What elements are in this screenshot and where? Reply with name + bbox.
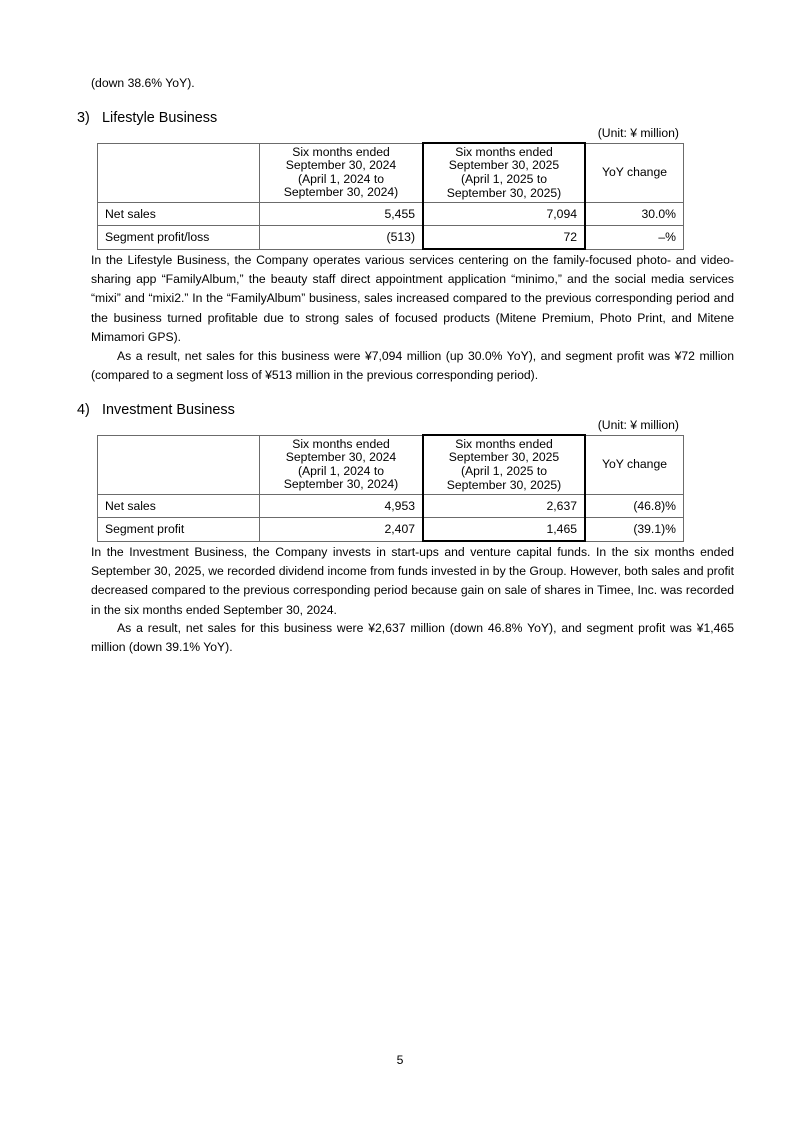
cell-prev: 4,953 xyxy=(260,495,424,518)
header-curr-period: Six months ended September 30, 2025 (April 1, 2025 to September 30, 2025) xyxy=(423,143,585,203)
header-empty-cell xyxy=(98,143,260,203)
investment-paragraph-1: In the Investment Business, the Company invests in start-ups and venture capital funds. In the six months ended September 30, 2025, we recorded dividend income from funds invested in by the Group. However, both sales and profit decreased compared to the previous corresponding period because gain on sale of shares in Timee, Inc. was recorded in the six months ended September 30, 2024. xyxy=(91,545,734,617)
cell-curr: 2,637 xyxy=(423,495,585,518)
header-empty-cell xyxy=(98,435,260,495)
lifestyle-paragraph-1: In the Lifestyle Business, the Company operates various services centering on the family-focused photo- and video-sharing app “FamilyAlbum,” the beauty staff direct appointment application “minimo,” and the social media services “mixi” and “mixi2.” In the “FamilyAlbum” business, sales increased compared to the previous corresponding period and the business turned profitable due to strong sales of focused products (Mitene Premium, Photo Print, and Mitene Mimamori GPS). xyxy=(91,253,734,344)
row-label: Net sales xyxy=(98,495,260,518)
table-row xyxy=(98,226,684,250)
section-title: Lifestyle Business xyxy=(102,110,218,126)
cell-yoy: (46.8)% xyxy=(585,495,684,518)
page-number: 5 xyxy=(396,1053,404,1067)
lifestyle-segment-table xyxy=(97,142,684,250)
header-prev-period: Six months ended September 30, 2024 (April 1, 2024 to September 30, 2024) xyxy=(260,435,424,495)
row-label: Segment profit xyxy=(98,518,260,542)
row-label: Segment profit/loss xyxy=(98,226,260,250)
cell-prev: 5,455 xyxy=(260,203,424,226)
table-row xyxy=(98,518,684,542)
table-row xyxy=(98,495,684,518)
section-number: 4) xyxy=(77,402,90,418)
section-title: Investment Business xyxy=(102,402,235,418)
cell-prev: 2,407 xyxy=(260,518,424,542)
section-heading-investment xyxy=(77,402,235,418)
cell-prev: (513) xyxy=(260,226,424,250)
section-number: 3) xyxy=(77,110,90,126)
header-yoy: YoY change xyxy=(585,435,684,495)
cell-yoy: 30.0% xyxy=(585,203,684,226)
section-heading-lifestyle xyxy=(77,110,217,126)
cell-curr: 7,094 xyxy=(423,203,585,226)
row-label: Net sales xyxy=(98,203,260,226)
table-row xyxy=(98,203,684,226)
unit-label: (Unit: ¥ million) xyxy=(597,126,679,140)
lifestyle-paragraph-2: As a result, net sales for this business were ¥7,094 million (up 30.0% YoY), and segment profit was ¥72 million (compared to a segment loss of ¥513 million in the previous corresponding period). xyxy=(91,349,734,383)
unit-label: (Unit: ¥ million) xyxy=(597,418,679,432)
table-header-row xyxy=(98,435,684,495)
table-header-row xyxy=(98,143,684,203)
cell-curr: 72 xyxy=(423,226,585,250)
cell-yoy: (39.1)% xyxy=(585,518,684,542)
cell-yoy: –% xyxy=(585,226,684,250)
investment-segment-table xyxy=(97,434,684,542)
header-curr-period: Six months ended September 30, 2025 (April 1, 2025 to September 30, 2025) xyxy=(423,435,585,495)
investment-paragraph-2: As a result, net sales for this business were ¥2,637 million (down 46.8% YoY), and segment profit was ¥1,465 million (down 39.1% YoY). xyxy=(91,621,734,655)
header-yoy: YoY change xyxy=(585,143,684,203)
cell-curr: 1,465 xyxy=(423,518,585,542)
carryover-text: (down 38.6% YoY). xyxy=(91,76,195,90)
header-prev-period: Six months ended September 30, 2024 (April 1, 2024 to September 30, 2024) xyxy=(260,143,424,203)
